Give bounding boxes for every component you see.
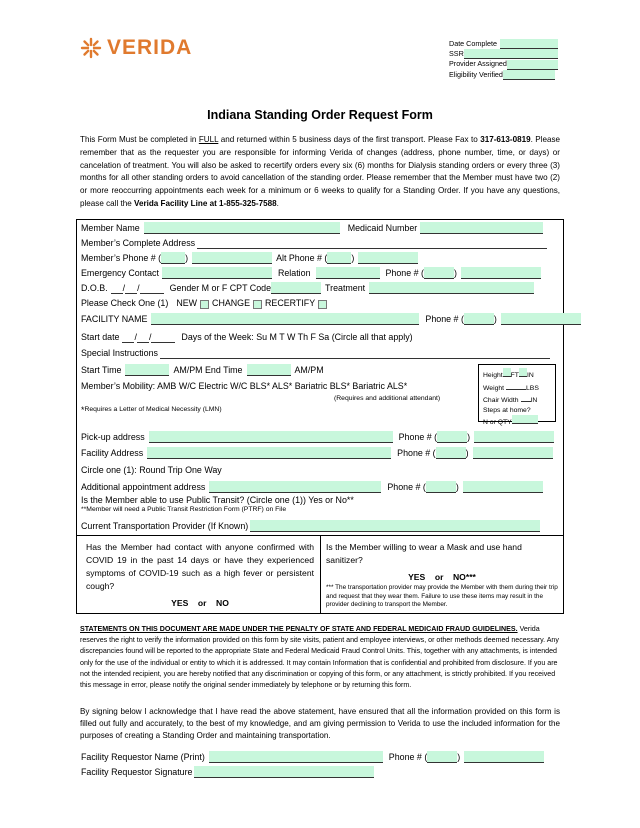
public-transit-label: Is the Member able to use Public Transit? (Circle one (1)) Yes or No** (81, 495, 354, 505)
member-address-field[interactable] (197, 237, 547, 249)
chair-width-field[interactable] (521, 393, 531, 402)
requestor-phone-label: Phone # ( (388, 752, 428, 762)
start-sep-1: / (134, 332, 137, 342)
recertify-label: RECERTIFY (265, 298, 316, 308)
member-name-row (81, 222, 543, 234)
pickup-phone-paren: ) (467, 432, 471, 442)
facility-address-row (81, 447, 553, 459)
intro-full: FULL (198, 135, 219, 144)
start-date-label: Start date (81, 332, 120, 342)
ptrf-note-row (81, 505, 286, 515)
mask-question: Is the Member willing to wear a Mask and use hand sanitizer? (326, 542, 522, 566)
start-year-field[interactable] (148, 331, 175, 343)
attendant-note-text: (Requires and additional attendant) (334, 395, 441, 402)
verida-star-icon (80, 37, 102, 59)
dob-label: D.O.B. (81, 283, 108, 293)
height-label: Height (483, 372, 503, 379)
statements-heading: STATEMENTS ON THIS DOCUMENT ARE MADE UNDER THE PENALTY OF STATE AND FEDERAL MEDICAID FRAUD GUIDELINES. (80, 625, 518, 633)
start-sep-2: / (148, 332, 152, 342)
additional-phone-area-field[interactable] (426, 481, 456, 493)
start-ampm-end-label: AM/PM End Time (173, 365, 243, 375)
facility-address-label: Facility Address (81, 448, 144, 458)
in-label: IN (526, 372, 534, 379)
member-address-label: Member’s Complete Address (81, 238, 196, 248)
dob-month-field[interactable] (111, 282, 126, 294)
check-one-label: Please Check One (1) (81, 298, 169, 308)
additional-phone-number-field[interactable] (463, 481, 543, 493)
start-day-field[interactable] (137, 331, 152, 343)
pickup-phone-area-field[interactable] (437, 431, 467, 443)
special-instructions-field[interactable] (160, 347, 550, 359)
emergency-contact-label: Emergency Contact (81, 268, 159, 278)
member-name-field[interactable] (144, 222, 340, 234)
intro-text-2: and returned within 5 business days of the first transport. Please Fax to (218, 135, 481, 144)
start-date-row (81, 331, 413, 343)
requestor-name-label: Facility Requestor Name (Print) (81, 752, 205, 762)
additional-address-label: Additional appointment address (81, 482, 206, 492)
facility-addr-phone-number-field[interactable] (473, 447, 553, 459)
member-phone-area-field[interactable] (161, 252, 185, 264)
pickup-phone-label: Phone # ( (398, 432, 438, 442)
emergency-contact-row (81, 267, 541, 279)
ssr-label: SSR (449, 49, 464, 59)
intro-paragraph (80, 134, 560, 211)
pickup-row (81, 431, 554, 443)
dob-year-field[interactable] (140, 282, 164, 294)
alt-phone-number-field[interactable] (358, 252, 418, 264)
treatment-field[interactable] (369, 282, 534, 294)
current-provider-row (81, 520, 540, 532)
facility-name-field[interactable] (151, 313, 419, 325)
start-time-label: Start Time (81, 365, 122, 375)
provider-assigned-field[interactable] (507, 60, 558, 70)
covid-contact-question: Has the Member had contact with anyone confirmed with COVID 19 in the past 14 days or have they experienced symptoms of COVID-19 such as a high fever or persistent cough? (86, 542, 314, 592)
mask-note: The transportation provider may provide the Member with them during their trip and request that they wear them. Failure to use these items may result in the provider declining to transport the Member. (326, 584, 558, 609)
start-month-field[interactable] (122, 331, 137, 343)
pickup-label: Pick-up address (81, 432, 145, 442)
cpt-code-field[interactable] (271, 282, 321, 294)
logo-brand-text: VERIDA (107, 36, 193, 59)
intro-text-1: This Form Must be completed in (80, 135, 199, 144)
additional-address-field[interactable] (209, 481, 381, 493)
additional-address-row (81, 481, 543, 493)
facility-name-row (81, 313, 581, 325)
measurement-box (478, 364, 556, 427)
mask-answer[interactable]: YES or NO*** (408, 572, 476, 583)
alt-phone-area-field[interactable] (327, 252, 351, 264)
intro-text-4: . (276, 198, 279, 208)
attendant-note (334, 393, 440, 405)
end-time-field[interactable] (247, 364, 291, 376)
covid-contact-block (86, 541, 314, 610)
time-row (81, 364, 324, 376)
additional-phone-paren: ) (455, 482, 459, 492)
weight-label: Weight (483, 384, 505, 392)
lbs-label: LBS (526, 384, 539, 392)
facility-phone-paren: ) (493, 314, 497, 324)
pickup-phone-number-field[interactable] (474, 431, 554, 443)
current-provider-field[interactable] (250, 520, 540, 532)
emergency-phone-number-field[interactable] (461, 267, 541, 279)
height-in-field[interactable] (519, 368, 527, 377)
emergency-contact-field[interactable] (162, 267, 272, 279)
gender-cpt-label: Gender M or F CPT Code (169, 283, 272, 293)
relation-label: Relation (277, 268, 311, 278)
verida-logo (80, 36, 192, 60)
office-use-block (449, 39, 558, 80)
days-of-week-label: Days of the Week: Su M T W Th F Sa (Circle all that apply) (181, 332, 413, 342)
eligibility-verified-field[interactable] (503, 70, 555, 80)
mobility-row (81, 380, 407, 392)
requestor-signature-row (81, 766, 374, 778)
new-checkbox[interactable] (200, 300, 209, 309)
ssr-field[interactable] (464, 49, 558, 59)
statements-paragraph (80, 624, 560, 691)
dob-row (81, 282, 534, 294)
medicaid-number-field[interactable] (420, 222, 543, 234)
member-phone-row (81, 252, 418, 264)
facility-address-field[interactable] (147, 447, 391, 459)
requestor-phone-area-field[interactable] (427, 751, 457, 763)
additional-phone-label: Phone # ( (387, 482, 426, 492)
requestor-name-row (81, 751, 544, 763)
fax-number: 317-613-0819 (480, 135, 531, 144)
lmn-note: Requires a Letter of Medical Necessity (LMN) (84, 406, 222, 413)
intro-text-3: . Please remember that as the requester you are responsible for informing Verida of changes (address, phone number, time, or days) or cancelation of treatment. You will also be asked to recertify orders every six (6) months for Dialysis standing orders or every three (3) months for all other standing orders to avoid cancellation of the standing order. Please remember that the Member must have two (2) or more reoccurring appointments each week for a minimum or 6 weeks to qualify for a Standing Order. If you have any questions, please call the (80, 135, 561, 208)
member-phone-label: Member’s Phone # ( (81, 253, 162, 263)
chair-in-label: IN (530, 397, 538, 405)
provider-assigned-label: Provider Assigned (449, 59, 507, 69)
member-name-label: Member Name (81, 223, 140, 233)
check-one-row (81, 297, 330, 309)
mask-block (326, 541, 558, 610)
member-phone-number-field[interactable] (192, 252, 272, 264)
dob-sep-1: / (122, 283, 126, 293)
requestor-phone-number-field[interactable] (464, 751, 544, 763)
new-label: NEW (176, 298, 198, 308)
covid-contact-answer[interactable]: YES or NO (171, 598, 229, 609)
end-ampm-label: AM/PM (294, 365, 324, 375)
relation-field[interactable] (316, 267, 380, 279)
steps-label: Steps at home? (483, 406, 531, 414)
special-instructions-label: Special Instructions (81, 348, 158, 358)
requestor-signature-label: Facility Requestor Signature (81, 767, 193, 777)
facility-addr-phone-paren: ) (465, 448, 469, 458)
trip-type-label: Circle one (1): Round Trip One Way (81, 465, 222, 475)
dob-sep-2: / (137, 283, 140, 293)
treatment-label: Treatment (325, 283, 366, 293)
trip-type-row (81, 464, 222, 476)
start-time-field[interactable] (125, 364, 169, 376)
lmn-note-row (81, 404, 222, 416)
emergency-phone-area-field[interactable] (424, 267, 454, 279)
chair-width-label: Chair Width (483, 397, 519, 405)
eligibility-verified-label: Eligibility Verified (449, 69, 503, 79)
facility-addr-phone-label: Phone # ( (397, 448, 436, 458)
n-or-qty-label: N or QTY (483, 419, 512, 427)
mobility-label: Member’s Mobility: AMB W/C Electric W/C BLS* ALS* Bariatric BLS* Bariatric ALS* (81, 381, 408, 391)
requestor-name-field[interactable] (209, 751, 383, 763)
medicaid-number-label: Medicaid Number (347, 223, 418, 233)
member-address-row (81, 237, 547, 249)
current-provider-label: Current Transportation Provider (If Known) (81, 521, 249, 531)
facility-phone-area-field[interactable] (464, 313, 494, 325)
facility-name-label: FACILITY NAME (81, 314, 148, 324)
dob-day-field[interactable] (122, 282, 140, 294)
emergency-phone-paren: ) (454, 268, 457, 278)
special-instructions-row (81, 347, 550, 359)
facility-phone-label: Phone # ( (425, 314, 464, 324)
ft-label: FT (510, 372, 519, 379)
mask-note-star: *** (326, 584, 334, 592)
statements-body: Verida reserves the right to verify the information provided on this form by site visits, patient and employee interviews, or other methods deemed necessary. Any discrepancies found will be reported to the appropriate State and Federal Medicaid Fraud Control Units. This, together with any attachments, is intended only for the use of the individual or entity to which it is addressed. It may contain Information that is confidential and prohibited from disclosure. If you are not the intended recipient, you are hereby notified that any discrimination or copying of this form, or any attachment, is strictly prohibited. If you received this message in error, please notify the original sender immediately by telephone or by returning this form. (80, 625, 559, 690)
ptrf-note: **Member will need a Public Transit Restriction Form (PTRF) on File (81, 506, 287, 513)
requestor-signature-field[interactable] (194, 766, 374, 778)
mask-note-block (326, 584, 558, 610)
alt-phone-paren: ) (351, 253, 355, 263)
recertify-checkbox[interactable] (318, 300, 327, 309)
requestor-phone-paren: ) (457, 752, 461, 762)
covid-divider (320, 536, 321, 614)
form-title: Indiana Standing Order Request Form (207, 108, 433, 122)
weight-field[interactable] (506, 381, 526, 390)
change-label: CHANGE (212, 298, 251, 308)
facility-addr-phone-area-field[interactable] (436, 447, 466, 459)
emergency-phone-label: Phone # ( (385, 268, 425, 278)
alt-phone-label: Alt Phone # ( (276, 253, 328, 263)
facility-phone-number-field[interactable] (501, 313, 581, 325)
change-checkbox[interactable] (253, 300, 262, 309)
pickup-field[interactable] (149, 431, 393, 443)
member-phone-paren: ) (185, 253, 189, 263)
height-ft-field[interactable] (503, 368, 511, 377)
steps-qty-field[interactable] (512, 415, 538, 424)
signing-paragraph: By signing below I acknowledge that I have read the above statement, have ensured that all the information provided on this form is filled out fully and accurately, to the best of my knowledge, and am giving permission to Verida to use the included information for the purposes of creating a Standing Order and maintaining transportation. (80, 707, 560, 740)
date-complete-label: Date Complete (449, 39, 497, 48)
facility-line: Verida Facility Line at 1-855-325-7588 (134, 198, 277, 208)
lmn-star: * (81, 405, 85, 415)
date-complete-field[interactable] (500, 39, 558, 49)
